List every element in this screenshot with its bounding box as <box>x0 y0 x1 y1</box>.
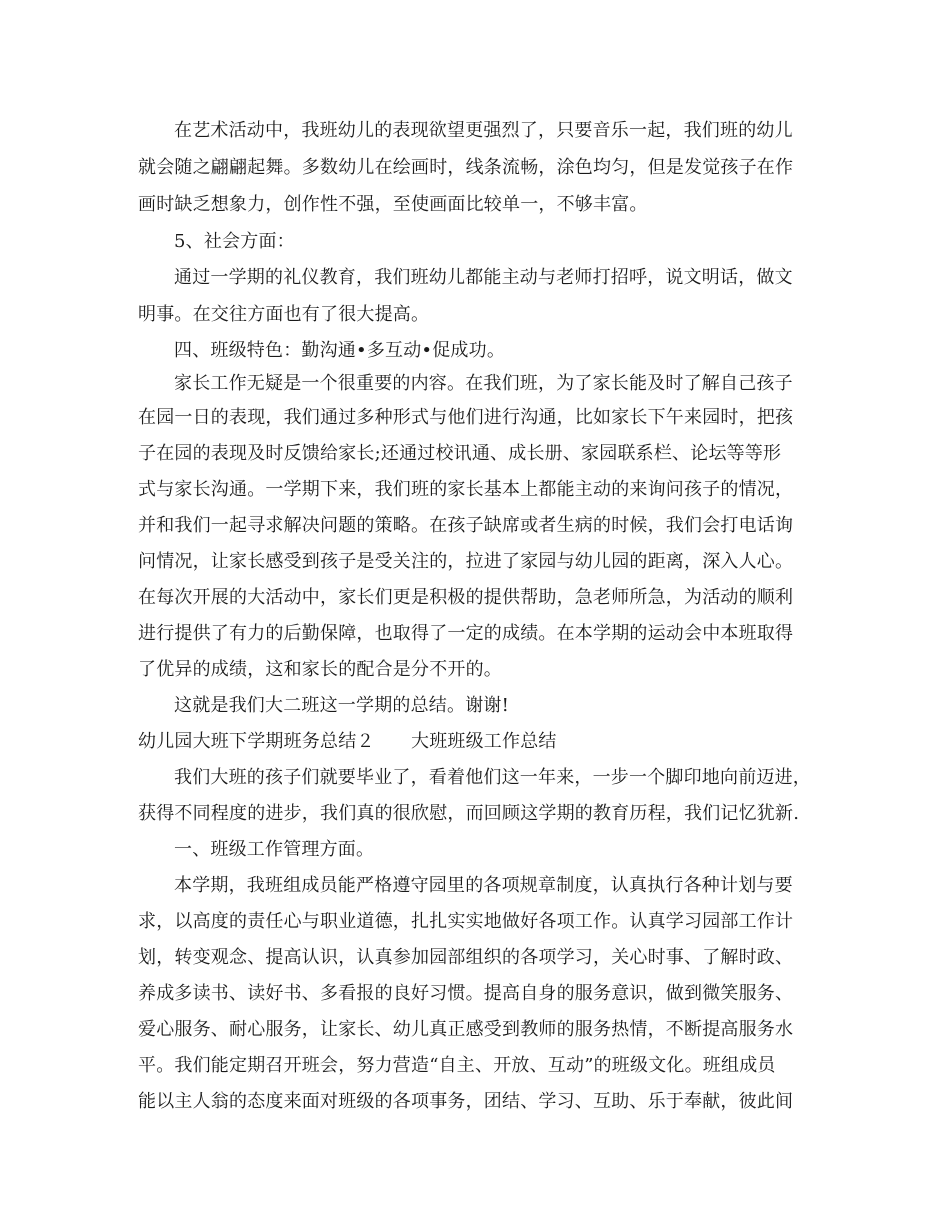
text-line: 爱心服务、耐心服务，让家长、幼儿真正感受到教师的服务热情，不断提高服务水 <box>138 1019 794 1040</box>
section-heading: 一、班级工作管理方面。 <box>174 839 375 860</box>
text-line: 家长工作无疑是一个很重要的内容。在我们班，为了家长能及时了解自己孩子 <box>174 373 793 394</box>
text-line: 本学期，我班组成员能严格遵守园里的各项规章制度，认真执行各种计划与要 <box>174 875 793 896</box>
text-line: 就会随之翩翩起舞。多数幼儿在绘画时，线条流畅，涂色均匀，但是发觉孩子在作 <box>138 157 794 178</box>
text-line: 求，以高度的责任心与职业道德，扎扎实实地做好各项工作。认真学习园部工作计 <box>138 911 794 932</box>
section-heading: 5、社会方面： <box>174 231 295 252</box>
text-line: 式与家长沟通。一学期下来，我们班的家长基本上都能主动的来询问孩子的情况， <box>138 479 794 500</box>
text-line: 并和我们一起寻求解决问题的策略。在孩子缺席或者生病的时候，我们会打电话询 <box>138 515 794 536</box>
text-line: 平。我们能定期召开班会，努力营造“自主、开放、互动”的班级文化。班组成员 <box>138 1055 776 1076</box>
text-line: 获得不同程度的进步，我们真的很欣慰，而回顾这学期的教育历程，我们记忆犹新. <box>138 803 800 824</box>
text-line: 能以主人翁的态度来面对班级的各项事务，团结、学习、互助、乐于奉献，彼此间 <box>138 1091 794 1112</box>
text-line: 画时缺乏想象力，创作性不强，至使画面比较单一，不够丰富。 <box>138 194 648 215</box>
text-line: 划，转变观念、提高认识，认真参加园部组织的各项学习，关心时事、了解时政、 <box>138 947 794 968</box>
document-title: 幼儿园大班下学期班务总结２ 大班班级工作总结 <box>138 731 557 752</box>
text-line: 我们大班的孩子们就要毕业了，看着他们这一年来，一步一个脚印地向前迈进， <box>174 767 811 788</box>
text-line: 进行提供了有力的后勤保障，也取得了一定的成绩。在本学期的运动会中本班取得 <box>138 623 794 644</box>
text-line: 通过一学期的礼仪教育，我们班幼儿都能主动与老师打招呼，说文明话，做文 <box>174 267 793 288</box>
text-line: 问情况，让家长感受到孩子是受关注的，拉进了家园与幼儿园的距离，深入人心。 <box>138 551 794 572</box>
text-line: 在每次开展的大活动中，家长们更是积极的提供帮助，急老师所急，为活动的顺利 <box>138 587 794 608</box>
text-line: 子在园的表现及时反馈给家长;还通过校讯通、成长册、家园联系栏、论坛等等形 <box>138 443 782 464</box>
text-line: 在园一日的表现，我们通过多种形式与他们进行沟通，比如家长下午来园时，把孩 <box>138 407 794 428</box>
section-heading: 四、班级特色：勤沟通•多互动•促成功。 <box>174 340 506 361</box>
text-line: 这就是我们大二班这一学期的总结。谢谢! <box>174 695 510 716</box>
text-line: 在艺术活动中，我班幼儿的表现欲望更强烈了，只要音乐一起，我们班的幼儿 <box>174 120 793 141</box>
text-line: 养成多读书、读好书、多看报的良好习惯。提高自身的服务意识，做到微笑服务、 <box>138 983 794 1004</box>
text-line: 了优异的成绩，这和家长的配合是分不开的。 <box>138 659 502 680</box>
text-line: 明事。在交往方面也有了很大提高。 <box>138 304 430 325</box>
